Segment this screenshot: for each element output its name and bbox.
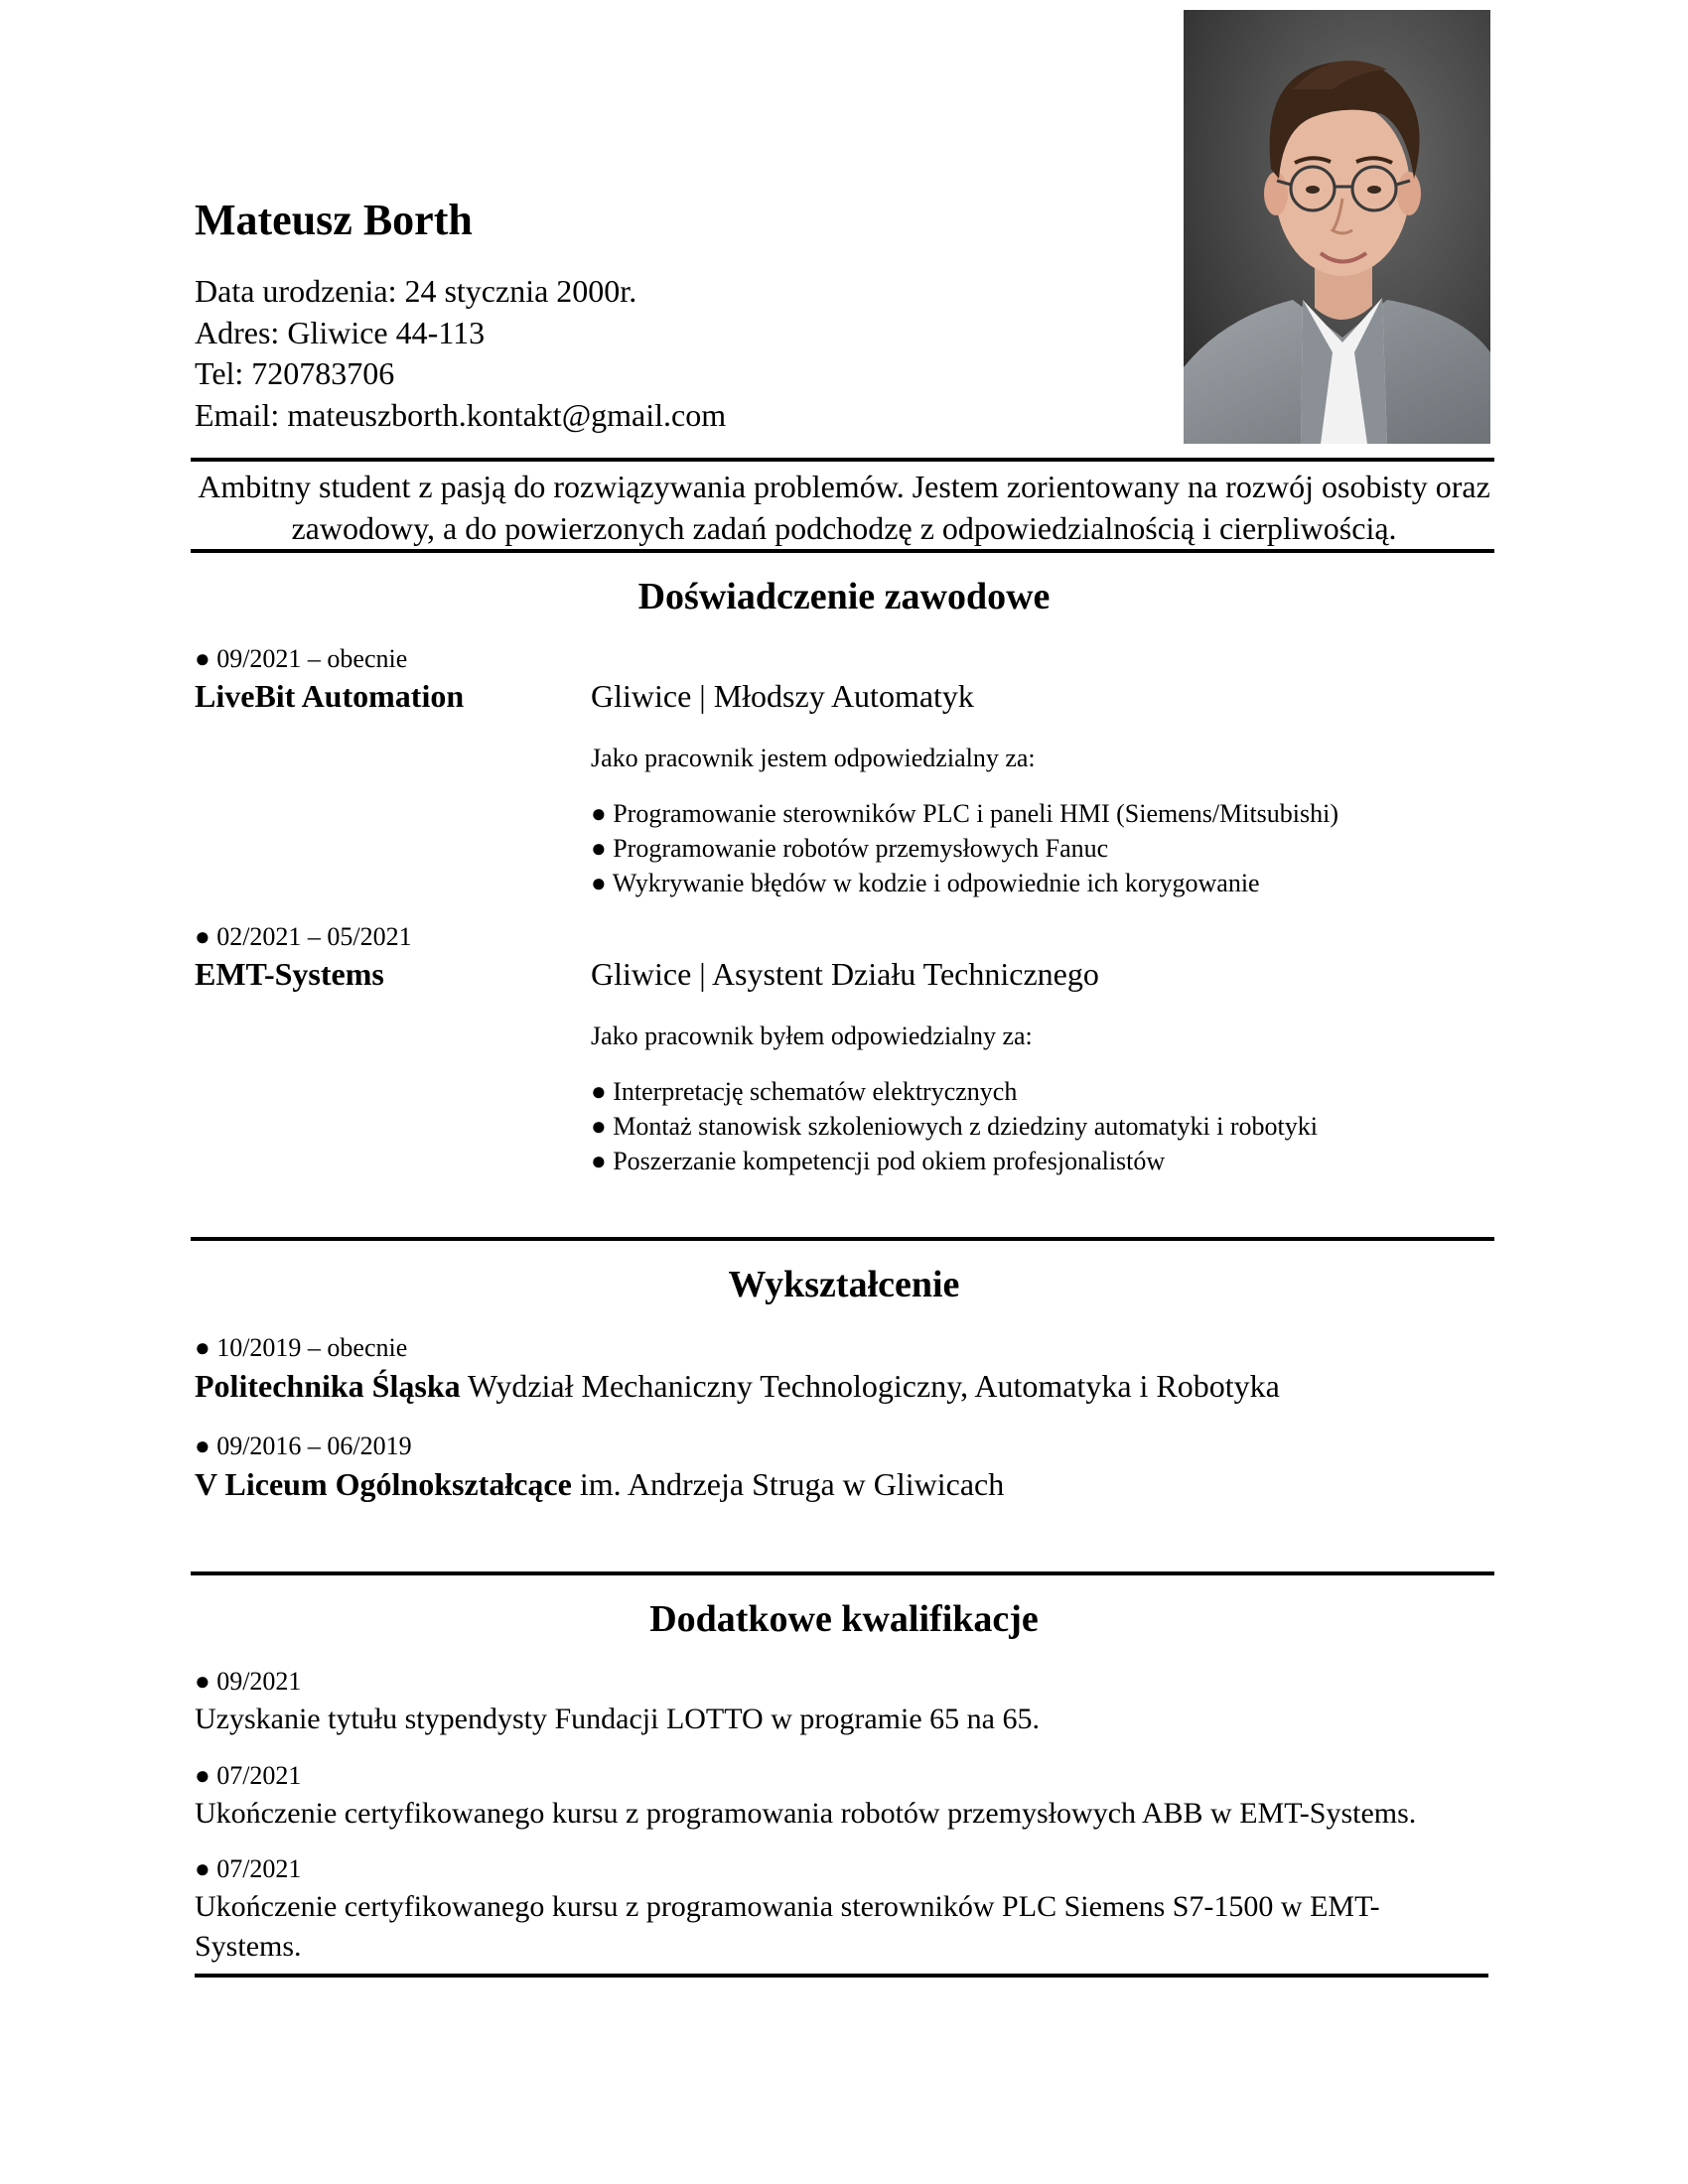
divider-experience <box>191 1237 1494 1241</box>
address: Adres: Gliwice 44-113 <box>195 314 486 350</box>
edu-1-line <box>195 1366 1280 1406</box>
job-2-company: EMT-Systems <box>195 956 384 992</box>
qual-2-date: ● 07/2021 <box>195 1761 302 1790</box>
divider-summary <box>191 549 1494 553</box>
edu-2-detail: im. Andrzeja Struga w Gliwicach <box>571 1466 1005 1502</box>
education-title: Wykształcenie <box>728 1264 960 1305</box>
edu-1-detail: Wydział Mechaniczny Technologiczny, Automatyka i Robotyka <box>460 1368 1280 1404</box>
experience-title: Doświadczenie zawodowe <box>637 576 1051 617</box>
job-1-intro: Jako pracownik jestem odpowiedzialny za: <box>591 744 1036 772</box>
job-1-role: Gliwice | Młodszy Automatyk <box>591 678 974 714</box>
contact-info <box>195 271 726 436</box>
job-1-responsibilities <box>591 796 1338 900</box>
job-2-intro: Jako pracownik byłem odpowiedzialny za: <box>591 1022 1033 1050</box>
job-1-date: ● 09/2021 – obecnie <box>195 644 408 673</box>
profile-photo <box>1184 10 1490 444</box>
qualifications-title: Dodatkowe kwalifikacje <box>649 1598 1039 1640</box>
edu-1-date: ● 10/2019 – obecnie <box>195 1333 408 1362</box>
edu-2-school: V Liceum Ogólnokształcące <box>195 1466 572 1502</box>
qual-3-text: Ukończenie certyfikowanego kursu z programowania sterowników PLC Siemens S7-1500 w EMT-Systems. <box>195 1890 1380 1963</box>
phone: Tel: 720783706 <box>195 355 395 391</box>
job-1-company: LiveBit Automation <box>195 678 465 714</box>
summary: Ambitny student z pasją do rozwiązywania problemów. Jestem zorientowany na rozwój osobisty oraz zawodowy, a do powierzonych zadań podchodzę z odpowiedzialnością i cierpliwością. <box>198 469 1490 546</box>
list-item: ● Programowanie sterowników PLC i paneli HMI (Siemens/Mitsubishi) <box>591 799 1339 828</box>
edu-2-line <box>195 1464 1004 1504</box>
list-item: ● Wykrywanie błędów w kodzie i odpowiednie ich korygowanie <box>591 869 1260 897</box>
job-2-role: Gliwice | Asystent Działu Technicznego <box>591 956 1099 992</box>
qual-2-text: Ukończenie certyfikowanego kursu z programowania robotów przemysłowych ABB w EMT-Systems. <box>195 1797 1417 1830</box>
divider-education <box>191 1571 1494 1575</box>
divider-bottom <box>195 1974 1488 1978</box>
list-item: ● Interpretację schematów elektrycznych <box>591 1077 1018 1106</box>
qual-1-date: ● 09/2021 <box>195 1667 302 1696</box>
list-item: ● Programowanie robotów przemysłowych Fanuc <box>591 834 1109 863</box>
edu-2-date: ● 09/2016 – 06/2019 <box>195 1432 412 1460</box>
list-item: ● Poszerzanie kompetencji pod okiem profesjonalistów <box>591 1147 1166 1175</box>
job-2-responsibilities <box>591 1074 1318 1178</box>
qual-1-text: Uzyskanie tytułu stypendysty Fundacji LOTTO w programie 65 na 65. <box>195 1703 1040 1735</box>
birth-date: Data urodzenia: 24 stycznia 2000r. <box>195 273 637 309</box>
qual-3-date: ● 07/2021 <box>195 1854 302 1883</box>
email: Email: mateuszborth.kontakt@gmail.com <box>195 396 727 433</box>
candidate-name: Mateusz Borth <box>195 196 473 244</box>
job-2-date: ● 02/2021 – 05/2021 <box>195 922 412 951</box>
list-item: ● Montaż stanowisk szkoleniowych z dziedziny automatyki i robotyki <box>591 1112 1318 1141</box>
edu-1-school: Politechnika Śląska <box>195 1368 461 1404</box>
divider-top <box>191 458 1494 462</box>
